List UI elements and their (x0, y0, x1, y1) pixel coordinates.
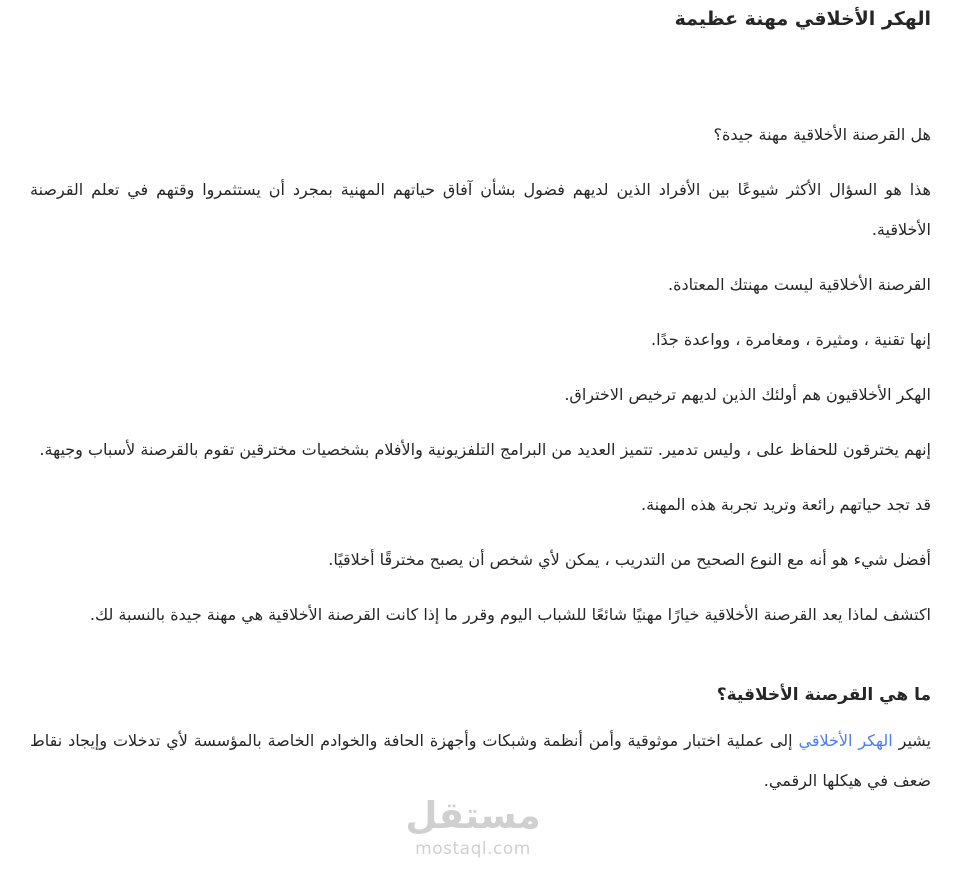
article-title: الهكر الأخلاقي مهنة عظيمة (674, 8, 931, 30)
mostaql-site-text: mostaql.com (415, 839, 531, 859)
closing-paragraph (30, 721, 931, 801)
intro-question: هل القرصنة الأخلاقية مهنة جيدة؟ (713, 125, 931, 144)
ethical-hacker-link[interactable]: الهكر الأخلاقي (798, 731, 893, 750)
closing-prefix: يشير (892, 731, 932, 750)
paragraph-discover-why: اكتشف لماذا يعد القرصنة الأخلاقية خيارًا مهنيًا شائعًا للشباب اليوم وقرر ما إذا كانت القرصنة الأخلاقية هي مهنة جيدة بالنسبة لك. (89, 605, 931, 624)
mostaql-watermark (393, 794, 553, 859)
paragraph-anyone-can-become: أفضل شيء هو أنه مع النوع الصحيح من التدريب ، يمكن لأي شخص أن يصبح مخترقًا أخلاقيًا. (328, 550, 931, 569)
paragraph-technical-exciting: إنها تقنية ، ومثيرة ، ومغامرة ، وواعدة جدًا. (651, 330, 931, 349)
paragraph-fascinating-lives: قد تجد حياتهم رائعة وتريد تجربة هذه المهنة. (641, 495, 931, 514)
paragraph-career-question: هذا هو السؤال الأكثر شيوعًا بين الأفراد الذين لديهم فضول بشأن آفاق حياتهم المهنية بمجرد أن يستثمروا وقتهم في تعلم القرصنة الأخلاقية. (30, 180, 931, 239)
paragraph-hack-to-protect: إنهم يخترقون للحفاظ على ، وليس تدمير. تتميز العديد من البرامج التلفزيونية والأفلام بشخصيات مخترقين تقوم بالقرصنة لأسباب وجيهة. (39, 440, 931, 459)
paragraph-license-to-hack: الهكر الأخلاقيون هم أولئك الذين لديهم ترخيص الاختراق. (564, 385, 931, 404)
paragraph-not-usual-career: القرصنة الأخلاقية ليست مهنتك المعتادة. (668, 275, 931, 294)
mostaql-logo: مستقل (405, 794, 541, 837)
section-heading: ما هي القرصنة الأخلاقية؟ (716, 685, 931, 705)
closing-suffix: إلى عملية اختبار موثوقية وأمن أنظمة وشبكات وأجهزة الحافة والخوادم الخاصة بالمؤسسة لأي تدخلات وإيجاد نقاط ضعف في هيكلها الرقمي. (30, 731, 931, 790)
